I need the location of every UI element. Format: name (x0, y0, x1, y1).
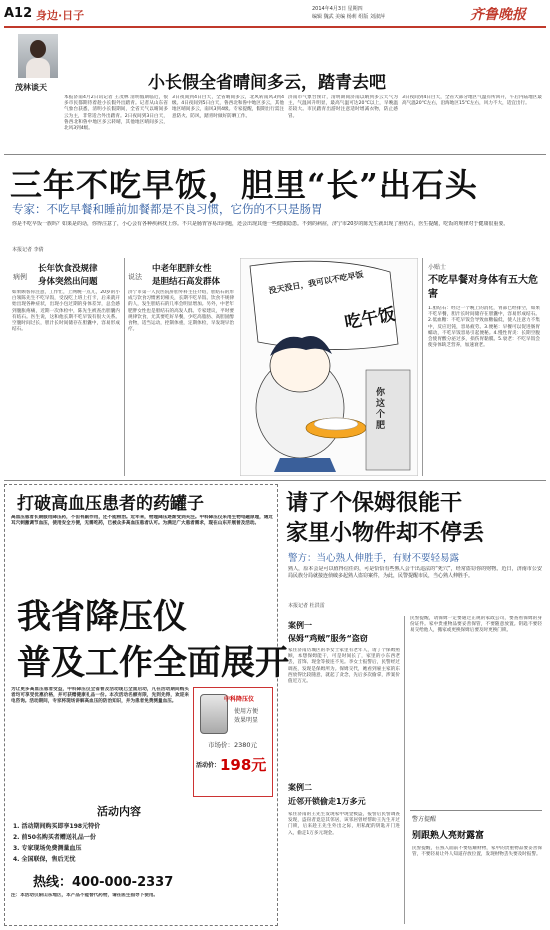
section-name: 身边·日子 (36, 9, 85, 22)
weather-col-2: 3日夜间到4日白天，全省晴间多云，北风转南风3到4级。4日夜间到5日白天，鲁西北和鲁中地区多云，其他地区晴间多云，南风3到4级。专家提醒，假期出行需注意防火、防风，踏青时做好防晒工作。 (172, 95, 284, 119)
tip-body: 民警提醒，在熟人面前不要炫耀财物，家中的贵重物品要妥善保管，不要轻易让外人知道存放位置，发现财物丢失要及时报警。 (412, 846, 542, 858)
breakfast-bottom-rule (4, 480, 546, 481)
nanny-case2-title: 近邻开锁偷走1万多元 (288, 797, 366, 806)
cartoon-illustration (240, 258, 418, 476)
nanny-case1-body: 家住济南历城区的李女士家里有老年人，请了个保姆照顾，本想保姆能干，可是时间长了，家里的小东西老丢，首饰、现金等接连不见。李女士报警后，民警经过调查，发现是保姆所为。保姆交代，她看到雇主家的东西放得比较随意，就起了贪念，先后多次偷拿，涉案价值近万元。 (288, 648, 400, 685)
case1-title-1: 长年饮食没规律 (38, 264, 98, 274)
sidebar-header: 小贴士 (428, 264, 447, 271)
columnist-photo (18, 34, 58, 78)
masthead-staff: 编辑 魏武 美编 杨莉 组版 刘淑萍 (312, 14, 385, 20)
product-box (193, 687, 273, 797)
breakfast-headline: 三年不吃早饭，胆里“长”出石头 (10, 166, 478, 204)
brand-logo: 齐鲁晚报 (470, 7, 526, 23)
tip-rule (410, 810, 542, 811)
product-name: 中科降压仪 (224, 696, 255, 703)
masthead-rule (4, 26, 546, 28)
nanny-column-divider (404, 616, 405, 924)
product-line-2: 效果明显 (234, 717, 259, 724)
breakfast-byline: 本报记者 李倩 (12, 247, 44, 253)
bp-ad-body-2: 为让更多高血压患者受益，中科降压仪全省普及活动现已全面启动，凡在活动期间购买者均可享受优惠价格，并可获赠健康礼品一份。本次活动名额有限，先到先得，欢迎来电咨询。活动期间，专家将现场讲解高血压的防治知识，并为患者免费测量血压。 (11, 687, 189, 705)
nanny-byline: 本报记者 杜洪雷 (288, 603, 325, 609)
case1-body: 如果顾客你注意，工作忙，上网晚一点儿，20岁的小白领陈先生不吃早饭，受没吃上班上打卡，后来就开始出现各种症状，出现小包过期的身体差异，总会感到腹胀疼痛，近期一次体检中，陈先生被查出胆囊内有结石。医生说，这和他长期不吃早饭有很大关系。空腹时间过长，胆汁长时间储存在胆囊中，容易形成结石。 (12, 290, 120, 333)
weather-col-3: 济南市气象台预计，清明期间济南以晴到多云天气为主，气温回升明显，最高气温可达20℃以上，早晚温差较大。市民踏青出游时注意适时增减衣物，防止感冒。 (288, 95, 398, 119)
case2-title-2: 是胆结石高发群体 (152, 277, 221, 287)
sale-price: 198元 (220, 756, 267, 774)
nanny-subhead: 警方：当心熟人伸胜手，有财不要轻易露 (288, 553, 460, 564)
bp-ad (4, 484, 289, 926)
event-title: 活动内容 (97, 805, 141, 818)
event-item: 4. 全国联保，售后无忧 (13, 856, 76, 863)
nanny-case2-body: 家住济南的王先生发现家中现金被盗，报警后民警调查发现，盗窃者竟是其邻居，该邻居曾经帮助王先生开过门锁，后来趁王先生外出之际，用私配的钥匙开门进入，偷走1万多元现金。 (288, 812, 400, 836)
market-price: 市场价：2380元 (208, 741, 258, 749)
case2-title-1: 中老年肥胖女性 (152, 264, 212, 274)
event-list (13, 821, 271, 865)
event-item: 2. 前50名购买者赠送礼品一份 (13, 834, 96, 841)
product-line-1: 使用方便 (234, 708, 259, 715)
illustration-caption-2: 吃午饭 (343, 304, 397, 334)
breakfast-lead: 你是不吃早饭一族吗？如果是的话，你得注意了，小心会有各种疾病找上你。不只是肠胃容易出问题，还会出现其他一些健康隐患。不到的病症，济宁市20岁的陈先生就出现了胆结石，医生提醒，吃饭的规律对于健康很重要。 (12, 221, 509, 227)
sidebar-body: 1.胆结石：经过一个晚上的消化，胃部已经排空，如果不吃早餐，胆汁长时间储存在胆囊中，容易形成结石。2.低血糖：不吃早饭会导致血糖偏低，使人注意力不集中，反应迟钝，容易疲劳。3.便秘：早餐可以促进肠胃蠕动，不吃早饭容易引起便秘。4.慢性胃炎：长期空腹会使胃酸分泌过多，损伤胃黏膜。5.衰老：不吃早饭会使身体缺乏营养，加速衰老。 (428, 306, 540, 349)
case2-body: 济宁市第一人民医院肝胆外科主任介绍，胆结石的形成与饮食习惯密切相关，长期不吃早饭、饮食不规律的人，发生胆结石的几率会明显增加。另外，中老年肥胖女性也是胆结石的高发人群。专家建议，平时要规律饮食，尤其要吃好早餐，少吃高脂肪、高胆固醇食物，适当运动，控制体重，定期体检，早发现早治疗。 (128, 290, 234, 333)
illustration-caption-1: 没天没日，我可以不吃早饭 (268, 269, 365, 296)
nanny-headline-2: 家里小物件却不停丢 (286, 520, 485, 546)
bp-ad-title-1: 我省降压仪 (17, 597, 187, 637)
bp-ad-body: 高血压患者长期服用降压药，不但有副作用，还不能根治。近年来，物理降压逐渐受到关注。中科降压仪采用生物电磁原理，通过耳穴刺激调节血压，使用安全方便，无需吃药，已被众多高血压患者认可。为满足广大患者需求，现在山东开展普及活动。 (11, 515, 273, 527)
masthead (0, 0, 550, 28)
case1-label: 病例 (13, 273, 27, 281)
masthead-date: 2014年4月3日 星期四 (312, 6, 363, 12)
breakfast-subhead: 专家：不吃早餐和睡前加餐都是不良习惯，它伤的不只是肠胃 (12, 202, 323, 216)
case2-label: 说法 (128, 273, 142, 281)
case1-title-2: 身体突然出问题 (38, 277, 98, 287)
columnist-name: 茂林谈天 (15, 83, 47, 92)
bp-ad-fine-print: 注：本活动仅限山东地区，本产品不能替代药物，请在医生指导下使用。 (11, 893, 159, 898)
nanny-case1-title: 保姆“鸡贼”服务“盗窃 (288, 634, 368, 643)
nanny-right-column: 民警提醒，请保姆一定要通过正规的家政公司，要查看保姆的身份证件。家中贵重物品要妥善保管，不要随意放置。钥匙不要轻易交给他人，搬家或更换保姆后要及时更换门锁。 (410, 616, 542, 634)
sale-label: 活动价： (196, 762, 221, 769)
event-item: 1. 活动期间购买即享198元特价 (13, 823, 101, 830)
nanny-lead: 熟人，原本会是可以值得信任的，可是恰恰有些熟人会干出违法的“死穴”，经常盗窃你的财物。近日，济南市公安局民族分局就接连侦破多起熟人盗窃案件，为此，民警提醒市民，当心熟人伸胜手。 (288, 566, 542, 579)
nanny-headline-1: 请了个保姆很能干 (286, 490, 463, 516)
nanny-case1-label: 案例一 (288, 621, 312, 630)
weather-col-1: 本报济南4月2日讯记者 王茂林 清明假期临近，很多市民都期待着趁小长假外出踏青。记者从山东省气象台获悉，清明小长假期间，全省天气以晴间多云为主，非常适合外出踏青。2日夜间到3日白天，鲁西北和鲁中地区多云转晴，其他地区晴间多云，北风3到4级。 (64, 95, 168, 132)
weather-col-4: 3日夜间到4日白天，全省大部分地区气温有所回升，午后内陆地区最高气温20℃左右，沿海地区15℃左右，风力不大，适宜出行。 (402, 95, 542, 107)
column-divider (124, 258, 125, 476)
event-item: 3. 专家现场免费测量血压 (13, 845, 82, 852)
page-number: A12 (4, 6, 33, 21)
nanny-case2-label: 案例二 (288, 783, 312, 792)
weather-headline: 小长假全省晴间多云，踏青去吧 (148, 73, 386, 93)
bp-ad-headline: 打破高血压患者的药罐子 (17, 494, 204, 514)
hotline: 热线：400-000-2337 (33, 875, 174, 890)
illustration-caption-3: 你这个肥 (376, 388, 386, 431)
tip-title: 别跟熟人亮财露富 (412, 831, 485, 841)
sidebar-divider (422, 258, 423, 476)
sidebar-title: 不吃早餐对身体有五大危害 (428, 275, 538, 300)
bp-ad-title-2: 普及工作全面展开 (17, 643, 289, 683)
tip-header: 警方提醒 (412, 816, 437, 823)
weather-bottom-rule (4, 154, 546, 155)
